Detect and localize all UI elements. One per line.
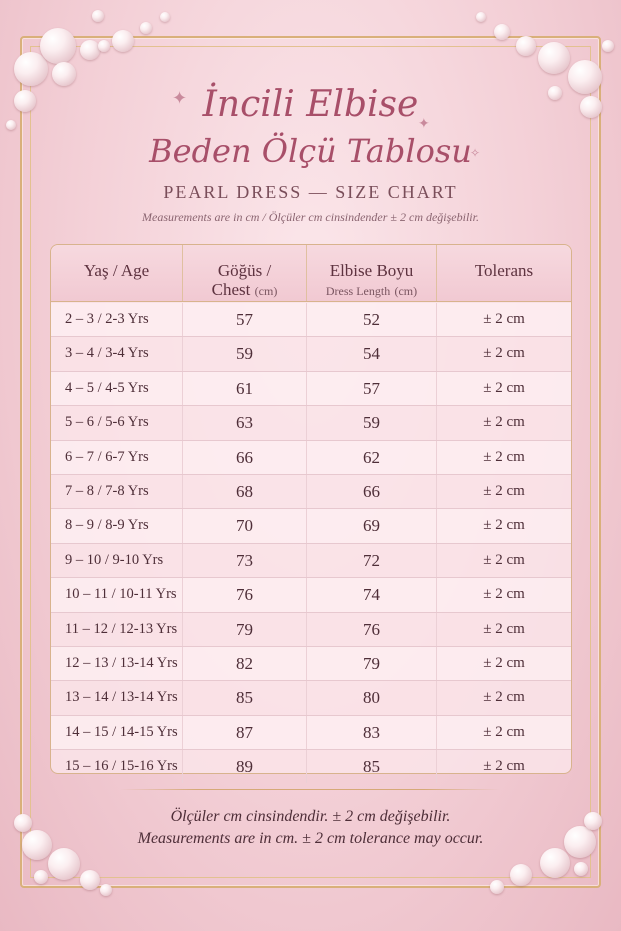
cell-length: 76 <box>307 613 437 646</box>
cell-length: 66 <box>307 475 437 508</box>
sparkle-icon: ✦ <box>418 116 430 132</box>
cell-tolerance: ± 2 cm <box>483 689 525 706</box>
cell-tolerance: ± 2 cm <box>483 551 525 568</box>
sparkle-icon: ✧ <box>470 146 481 160</box>
title-line-2: Beden Ölçü Tablosu <box>149 132 472 170</box>
cell-chest: 76 <box>183 578 307 611</box>
cell-age: 2 – 3 / 2-3 Yrs <box>51 303 183 336</box>
cell-age: 4 – 5 / 4-5 Yrs <box>51 372 183 405</box>
header-length: Elbise Boyu Dress Length (cm) <box>307 245 437 301</box>
cell-tolerance: ± 2 cm <box>483 654 525 671</box>
cell-chest: 82 <box>183 647 307 680</box>
cell-chest: 87 <box>183 716 307 749</box>
cell-chest: 70 <box>183 509 307 542</box>
cell-length: 79 <box>307 647 437 680</box>
footer-note-tr: Ölçüler cm cinsindendir. ± 2 cm değişebilir. <box>170 808 451 825</box>
footer-note-en: Measurements are in cm. ± 2 cm tolerance may occur. <box>137 830 484 847</box>
cell-tolerance: ± 2 cm <box>483 379 525 396</box>
cell-age: 8 – 9 / 8-9 Yrs <box>51 509 183 542</box>
table-row <box>51 647 571 681</box>
cell-length: 54 <box>307 337 437 370</box>
cell-age: 5 – 6 / 5-6 Yrs <box>51 406 183 439</box>
cell-length: 59 <box>307 406 437 439</box>
table-row <box>51 441 571 475</box>
header-tolerance: Tolerans <box>474 261 534 280</box>
cell-tolerance: ± 2 cm <box>483 758 525 775</box>
table-row <box>51 613 571 647</box>
cell-age: 13 – 14 / 13-14 Yrs <box>51 681 183 714</box>
cell-age: 3 – 4 / 3-4 Yrs <box>51 337 183 370</box>
cell-length: 62 <box>307 441 437 474</box>
cell-age: 15 – 16 / 15-16 Yrs <box>51 750 183 783</box>
table-row <box>51 372 571 406</box>
cell-age: 10 – 11 / 10-11 Yrs <box>51 578 183 611</box>
cell-tolerance: ± 2 cm <box>483 620 525 637</box>
title-line-1: İncili Elbise <box>202 84 419 125</box>
table-header <box>51 245 571 302</box>
cell-age: 14 – 15 / 14-15 Yrs <box>51 716 183 749</box>
cell-chest: 85 <box>183 681 307 714</box>
size-chart-table <box>50 244 572 777</box>
table-row <box>51 716 571 750</box>
cell-tolerance: ± 2 cm <box>483 311 525 327</box>
cell-length: 85 <box>307 750 437 783</box>
cell-chest: 68 <box>183 475 307 508</box>
cell-tolerance: ± 2 cm <box>483 414 525 431</box>
cell-length: 69 <box>307 509 437 542</box>
table-row <box>51 544 571 578</box>
cell-length: 57 <box>307 372 437 405</box>
cell-tolerance: ± 2 cm <box>483 345 525 362</box>
cell-chest: 73 <box>183 544 307 577</box>
sparkle-icon: ✦ <box>172 88 188 109</box>
header-chest: Göğüs / Chest (cm) <box>183 245 307 301</box>
cell-chest: 63 <box>183 406 307 439</box>
cell-tolerance: ± 2 cm <box>483 517 525 534</box>
table-row <box>51 578 571 612</box>
table-row <box>51 509 571 543</box>
cell-tolerance: ± 2 cm <box>483 723 525 740</box>
cell-tolerance: ± 2 cm <box>483 448 525 465</box>
cell-length: 80 <box>307 681 437 714</box>
cell-age: 11 – 12 / 12-13 Yrs <box>51 613 183 646</box>
cell-age: 6 – 7 / 6-7 Yrs <box>51 441 183 474</box>
cell-chest: 57 <box>183 303 307 336</box>
cell-age: 7 – 8 / 7-8 Yrs <box>51 475 183 508</box>
cell-length: 83 <box>307 716 437 749</box>
table-row <box>51 406 571 440</box>
cell-chest: 89 <box>183 750 307 783</box>
header-age: Yaş / Age <box>51 245 183 301</box>
cell-chest: 61 <box>183 372 307 405</box>
measurement-note: Measurements are in cm / Ölçüler cm cinsindender ± 2 cm değişebilir. <box>142 210 479 224</box>
cell-chest: 59 <box>183 337 307 370</box>
table-row <box>51 303 571 337</box>
cell-tolerance: ± 2 cm <box>483 586 525 603</box>
cell-age: 12 – 13 / 13-14 Yrs <box>51 647 183 680</box>
subtitle: PEARL DRESS — SIZE CHART <box>163 182 458 202</box>
cell-age: 9 – 10 / 9-10 Yrs <box>51 544 183 577</box>
table-row <box>51 750 571 783</box>
table-row <box>51 475 571 509</box>
cell-chest: 66 <box>183 441 307 474</box>
cell-chest: 79 <box>183 613 307 646</box>
cell-length: 52 <box>307 303 437 336</box>
table-row <box>51 337 571 371</box>
table-row <box>51 681 571 715</box>
table-body <box>51 303 571 783</box>
cell-length: 72 <box>307 544 437 577</box>
cell-tolerance: ± 2 cm <box>483 482 525 499</box>
ornament-divider <box>120 789 500 790</box>
cell-length: 74 <box>307 578 437 611</box>
